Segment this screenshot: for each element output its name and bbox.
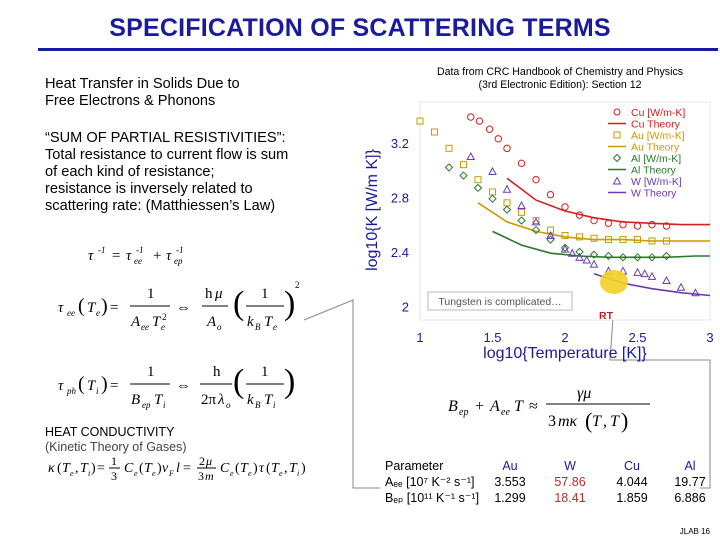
svg-text:3: 3	[111, 469, 117, 483]
svg-text:o: o	[226, 400, 231, 410]
param-row1-w: 57.86	[554, 475, 586, 489]
svg-text:+: +	[475, 398, 485, 415]
svg-text:B: B	[131, 392, 141, 408]
svg-text:): )	[101, 373, 108, 395]
svg-text:=: =	[110, 378, 119, 394]
svg-text:⇔: ⇔	[176, 300, 191, 316]
svg-text:): )	[101, 295, 108, 317]
svg-text:l: l	[176, 461, 180, 476]
svg-text:(: (	[139, 461, 144, 476]
svg-text:T: T	[514, 398, 523, 415]
svg-text:B: B	[255, 400, 261, 410]
svg-text:A: A	[131, 314, 141, 330]
svg-text:κ: κ	[48, 461, 55, 476]
y-axis-label: log10{K [W/m K]}	[364, 149, 381, 271]
text-line: “SUM OF PARTIAL RESISTIVITIES”:	[45, 130, 286, 146]
y-tick-label: 2.8	[390, 190, 409, 206]
svg-text:3: 3	[548, 413, 556, 430]
x-tick-label: 3	[706, 330, 714, 345]
param-row2-w: 18.41	[554, 491, 586, 505]
svg-text:1: 1	[261, 286, 269, 302]
svg-text:v: v	[162, 461, 169, 476]
svg-text:o: o	[217, 322, 222, 332]
svg-text:B: B	[448, 398, 458, 415]
y-tick-label: 3.2	[390, 135, 409, 151]
svg-text:-1: -1	[176, 245, 184, 255]
param-row2-al: 6.886	[674, 491, 706, 505]
param-row1-al: 19.77	[674, 475, 706, 489]
svg-text:): )	[301, 461, 306, 476]
svg-text:A: A	[207, 314, 217, 330]
svg-text:γμ: γμ	[577, 385, 592, 402]
svg-text:i: i	[297, 469, 300, 478]
svg-text:): )	[157, 461, 162, 476]
svg-text:k: k	[247, 314, 254, 330]
x-tick-label: 2.5	[628, 330, 647, 345]
svg-text:T: T	[154, 392, 163, 408]
svg-text:2: 2	[295, 280, 300, 290]
svg-text:i: i	[163, 400, 166, 410]
param-header-w: W	[564, 459, 576, 473]
svg-text:,: ,	[603, 413, 607, 430]
svg-text:e: e	[96, 308, 100, 318]
svg-text:1: 1	[147, 364, 155, 380]
svg-text:-1: -1	[136, 245, 144, 255]
svg-text:(: (	[57, 461, 62, 476]
svg-text:e: e	[152, 469, 156, 478]
svg-text:=: =	[97, 461, 105, 476]
svg-text:ph: ph	[67, 386, 76, 396]
legend-label: W Theory	[631, 187, 677, 200]
svg-text:=: =	[183, 461, 191, 476]
legend-label: Al [W/m-K]	[631, 153, 682, 165]
svg-text:mκ: mκ	[558, 413, 578, 430]
svg-text:ep: ep	[174, 256, 183, 266]
svg-text:i: i	[96, 386, 99, 396]
svg-text:): )	[621, 408, 629, 433]
svg-text:): )	[91, 461, 96, 476]
svg-text:h: h	[213, 364, 221, 380]
rt-highlight	[600, 270, 628, 294]
svg-text:τ: τ	[58, 378, 64, 394]
svg-text:e: e	[230, 469, 234, 478]
svg-text:T: T	[144, 461, 152, 476]
svg-text:A: A	[490, 398, 500, 415]
svg-text:): )	[284, 363, 296, 400]
legend-label: Al Theory	[631, 164, 676, 177]
svg-text:2: 2	[162, 312, 167, 322]
parameter-equation	[440, 378, 690, 438]
svg-text:T: T	[610, 413, 619, 430]
svg-text:ee: ee	[141, 322, 149, 332]
svg-text:λ: λ	[218, 392, 225, 408]
svg-text:e: e	[70, 469, 74, 478]
source-line: (3rd Electronic Edition): Section 12	[478, 79, 642, 91]
subtitle-line: Free Electrons & Phonons	[45, 93, 216, 109]
svg-text:B: B	[255, 322, 261, 332]
legend-label: W [W/m-K]	[631, 176, 682, 188]
svg-text:μ: μ	[206, 454, 213, 468]
svg-text:3: 3	[198, 469, 204, 483]
svg-text:-1: -1	[98, 245, 106, 255]
svg-text:μ: μ	[215, 286, 223, 302]
svg-text:e: e	[248, 469, 252, 478]
text-line: Total resistance to current flow is sum	[45, 147, 289, 163]
svg-text:(: (	[233, 363, 245, 400]
svg-text:ep: ep	[459, 407, 469, 418]
param-row2-au: 1.299	[494, 491, 526, 505]
legend-label: Cu [W/m-K]	[631, 107, 686, 119]
svg-text:(: (	[233, 285, 245, 322]
svg-text:T: T	[152, 314, 161, 330]
svg-text:ee: ee	[134, 256, 142, 266]
text-line: resistance is inversely related to	[45, 181, 253, 197]
svg-text:=: =	[111, 248, 122, 264]
svg-text:T: T	[240, 461, 248, 476]
hc-subheading: (Kinetic Theory of Gases)	[45, 440, 187, 454]
param-header-al: Al	[684, 459, 696, 473]
svg-text:τ: τ	[88, 248, 94, 264]
svg-text:i: i	[273, 400, 276, 410]
svg-text:+: +	[152, 248, 163, 264]
text-line: scattering rate: (Matthiessen’s Law)	[45, 198, 276, 214]
svg-text:2π: 2π	[201, 392, 217, 408]
param-row1-au: 3.553	[494, 475, 526, 489]
param-row2-cu: 1.859	[616, 491, 648, 505]
hc-heading: HEAT CONDUCTIVITY	[45, 425, 175, 439]
svg-text:T: T	[264, 392, 273, 408]
svg-text:e: e	[134, 469, 138, 478]
svg-text:T: T	[80, 461, 88, 476]
param-row2-label: Bₑₚ [10¹¹ K⁻¹ s⁻¹]	[385, 491, 480, 505]
slide-title: SPECIFICATION OF SCATTERING TERMS	[109, 14, 611, 42]
svg-text:ep: ep	[142, 400, 151, 410]
param-header-label: Parameter	[385, 459, 444, 473]
subtitle-line: Heat Transfer in Solids Due to	[45, 76, 240, 92]
svg-text:h: h	[205, 286, 213, 302]
x-tick-label: 1	[416, 330, 424, 345]
svg-text:(: (	[585, 408, 593, 433]
svg-text:F: F	[169, 469, 174, 478]
svg-text:e: e	[279, 469, 283, 478]
legend-label: Au [W/m-K]	[631, 130, 685, 142]
svg-text:): )	[253, 461, 258, 476]
svg-text:(: (	[78, 295, 85, 317]
svg-text:T: T	[62, 461, 70, 476]
svg-text:τ: τ	[166, 248, 172, 264]
svg-text:,: ,	[284, 461, 288, 476]
svg-text:τ: τ	[259, 461, 265, 476]
svg-text:τ: τ	[126, 248, 132, 264]
conductivity-chart	[355, 100, 720, 360]
legend-label: Cu Theory	[631, 118, 680, 131]
svg-text:(: (	[235, 461, 240, 476]
param-row1-cu: 4.044	[616, 475, 648, 489]
param-header-cu: Cu	[624, 459, 640, 473]
svg-text:τ: τ	[58, 300, 64, 316]
svg-text:): )	[284, 285, 296, 322]
svg-text:1: 1	[111, 454, 117, 468]
svg-text:C: C	[220, 461, 230, 476]
svg-text:ee: ee	[67, 308, 75, 318]
svg-text:(: (	[266, 461, 271, 476]
svg-text:e: e	[273, 322, 277, 332]
svg-text:e: e	[161, 322, 165, 332]
svg-text:⇔: ⇔	[176, 378, 191, 394]
x-tick-label: 1.5	[483, 330, 502, 345]
svg-text:,: ,	[75, 461, 79, 476]
y-tick-label: 2	[401, 299, 409, 315]
tungsten-annotation	[428, 292, 572, 310]
svg-text:k: k	[247, 392, 254, 408]
y-tick-label: 2.4	[390, 244, 409, 260]
svg-text:=: =	[110, 300, 119, 316]
text-line: of each kind of resistance;	[45, 164, 215, 180]
svg-text:T: T	[87, 300, 96, 316]
svg-text:i: i	[88, 469, 91, 478]
svg-text:1: 1	[261, 364, 269, 380]
svg-text:T: T	[264, 314, 273, 330]
svg-text:1: 1	[147, 286, 155, 302]
svg-text:T: T	[289, 461, 297, 476]
legend-label: Au Theory	[631, 141, 680, 154]
svg-text:(: (	[78, 373, 85, 395]
svg-text:C: C	[124, 461, 134, 476]
svg-text:m: m	[205, 469, 214, 483]
x-axis-label: log10{Temperature [K]}	[483, 345, 647, 362]
footer-page-label: JLAB 16	[679, 527, 710, 536]
x-tick-label: 2	[561, 330, 569, 345]
parameter-table	[385, 458, 715, 518]
rt-label: RT	[599, 310, 613, 322]
svg-text:2: 2	[199, 454, 205, 468]
tungsten-note: Tungsten is complicated…	[438, 296, 562, 308]
source-line: Data from CRC Handbook of Chemistry and Physics	[436, 66, 684, 78]
param-row1-label: Aₑₑ [10⁷ K⁻² s⁻¹]	[385, 475, 475, 489]
svg-text:T: T	[87, 378, 96, 394]
svg-text:T: T	[271, 461, 279, 476]
svg-text:≈: ≈	[529, 398, 538, 415]
svg-text:T: T	[592, 413, 601, 430]
param-header-au: Au	[502, 459, 518, 473]
svg-text:ee: ee	[501, 407, 510, 418]
